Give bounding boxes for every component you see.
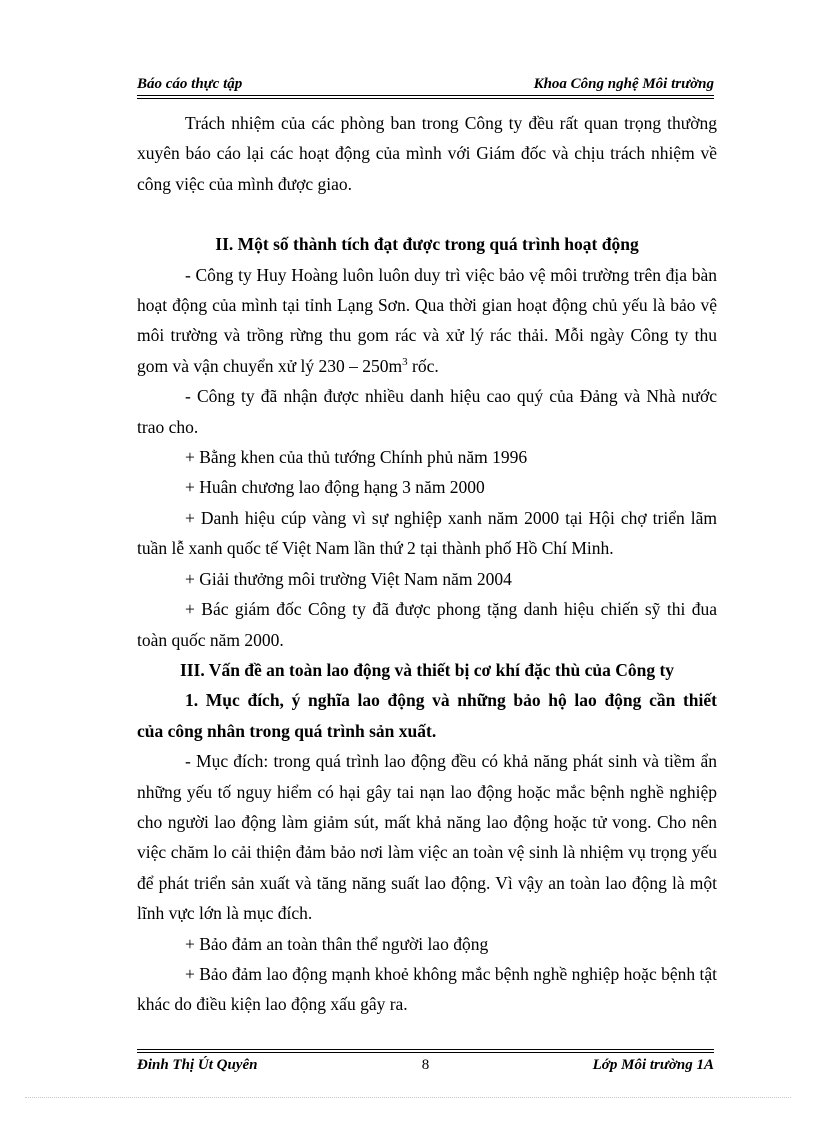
footer-rule — [137, 1049, 714, 1050]
footer-author: Đinh Thị Út Quyên — [137, 1057, 258, 1073]
superscript-cubic: 3 — [402, 356, 408, 369]
subsection-heading-line2: của công nhân trong quá trình sản xuất. — [137, 720, 437, 741]
header-report-title: Báo cáo thực tập — [137, 76, 243, 92]
section-heading-achievements: II. Một số thành tích đạt được trong quá trình hoạt động — [215, 234, 639, 255]
list-item-health: + Bảo đảm lao động mạnh khoẻ không mắc bệnh nghề nghiệp hoặc bệnh tật khác do điều kiện lao động xấu gây ra. — [137, 963, 717, 1015]
spacer — [137, 199, 717, 229]
paragraph-huy-hoang — [137, 260, 717, 382]
list-item-award: + Danh hiệu cúp vàng vì sự nghiệp xanh năm 2000 tại Hội chợ triển lãm tuần lễ xanh quốc tế Việt Nam lần thứ 2 tại thành phố Hồ Chí Minh. — [137, 507, 717, 559]
page-footer — [137, 1057, 714, 1075]
subsection-heading-line1: 1. Mục đích, ý nghĩa lao động và những bảo hộ lao động cần thiết — [185, 690, 717, 711]
paragraph-huy-hoang-end: rốc. — [407, 355, 439, 376]
paragraph-awards-intro: - Công ty đã nhận được nhiều danh hiệu cao quý của Đảng và Nhà nước trao cho. — [137, 386, 717, 437]
section-heading-safety: III. Vấn đề an toàn lao động và thiết bị cơ khí đặc thù của Công ty — [179, 659, 675, 680]
header-faculty: Khoa Công nghệ Môi trường — [533, 76, 714, 92]
footer-rule-double — [137, 1052, 714, 1053]
header-rule — [137, 95, 714, 96]
paragraph-huy-hoang-text: - Công ty Huy Hoàng luôn luôn duy trì việc bảo vệ môi trường trên địa bàn hoạt động của mình tại tỉnh Lạng Sơn. Qua thời gian hoạt động chủ yếu là bảo vệ môi trường và trồng rừng thu gom rác và xử lý rác thải. Mỗi ngày Công ty thu gom và vận chuyển xử lý 230 – 250m — [137, 264, 717, 376]
list-item-award: + Huân chương lao động hạng 3 năm 2000 — [185, 477, 485, 498]
header-rule-double — [137, 98, 714, 99]
paragraph-responsibility: Trách nhiệm của các phòng ban trong Công ty đều rất quan trọng thường xuyên báo cáo lại các hoạt động của mình với Giám đốc và chịu trách nhiệm về công việc của mình được giao. — [137, 113, 717, 194]
page-body — [137, 108, 717, 1020]
list-item-award: + Bác giám đốc Công ty đã được phong tặng danh hiệu chiến sỹ thi đua toàn quốc năm 2000. — [137, 599, 717, 650]
footer-class: Lớp Môi trường 1A — [592, 1057, 714, 1073]
paragraph-purpose: - Mục đích: trong quá trình lao động đều có khả năng phát sinh và tiềm ẩn những yếu tố nguy hiểm có hại gây tai nạn lao động hoặc mắc bệnh nghề nghiệp cho người lao động làm giảm sút, mất khả năng lao động hoặc tử vong. Cho nên việc chăm lo cải thiện đảm bảo nơi làm việc an toàn vệ sinh là nhiệm vụ trọng yếu để phát triển sản xuất và tăng năng suất lao động. Vì vậy an toàn lao động là một lĩnh vực lớn là mục đích. — [137, 751, 717, 924]
page-header — [137, 76, 714, 94]
list-item-award: + Giải thưởng môi trường Việt Nam năm 2004 — [185, 568, 512, 589]
page-break-line — [25, 1097, 791, 1098]
list-item-safety: + Bảo đảm an toàn thân thể người lao động — [185, 933, 489, 954]
page-number: 8 — [421, 1057, 430, 1073]
list-item-award: + Bằng khen của thủ tướng Chính phủ năm 1996 — [185, 447, 528, 468]
